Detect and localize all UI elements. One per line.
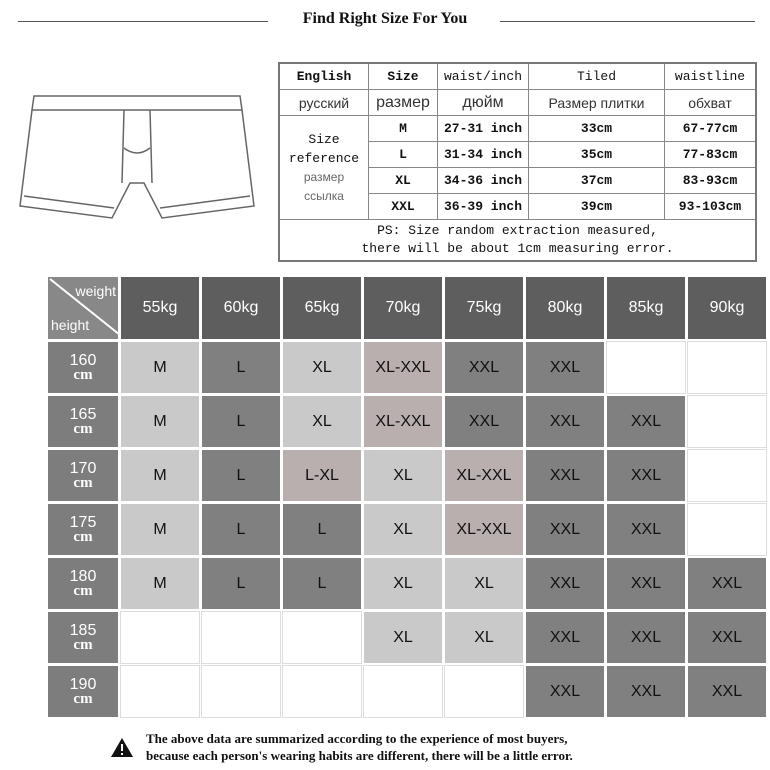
warning-icon: [110, 737, 134, 758]
waistline-cell: 93-103cm: [665, 194, 757, 220]
tiled-cell: 33cm: [529, 116, 665, 142]
size-cell: XL-XXL: [445, 450, 523, 501]
header-waistline: waistline: [665, 63, 757, 90]
title-divider-right: [500, 21, 755, 22]
header-tiled: Tiled: [529, 63, 665, 90]
grid-corner: [48, 277, 118, 339]
waist-cell: 34-36 inch: [438, 168, 529, 194]
size-cell: XL: [369, 168, 438, 194]
size-cell: XXL: [526, 450, 604, 501]
header-ru-tiled: Размер плитки: [529, 90, 665, 116]
height-value: 190: [69, 675, 97, 693]
size-cell: XL: [283, 342, 361, 393]
size-cell: M: [121, 342, 199, 393]
size-cell: XL: [445, 558, 523, 609]
size-cell: [445, 666, 523, 717]
size-cell: L: [202, 450, 280, 501]
size-cell: XXL: [607, 612, 685, 663]
size-cell: XXL: [607, 504, 685, 555]
tiled-cell: 39cm: [529, 194, 665, 220]
height-unit: cm: [73, 528, 93, 545]
size-cell: M: [121, 450, 199, 501]
size-cell: [607, 342, 685, 393]
height-unit: cm: [73, 636, 93, 653]
header-ru-waistline: обхват: [665, 90, 757, 116]
size-cell: XXL: [526, 612, 604, 663]
weight-header: 55kg: [121, 277, 199, 339]
size-cell: [364, 666, 442, 717]
footer-note: [110, 730, 573, 764]
grid-header-row: [48, 277, 766, 339]
corner-weight-label: weight: [75, 283, 116, 299]
height-unit: cm: [73, 420, 93, 437]
size-cell: [121, 612, 199, 663]
title-divider-left: [18, 21, 268, 22]
size-cell: XXL: [526, 504, 604, 555]
header-ru-size: размер: [369, 90, 438, 116]
spec-row: [279, 116, 756, 142]
size-cell: M: [369, 116, 438, 142]
label-line: размер: [303, 169, 345, 184]
height-unit: cm: [73, 366, 93, 383]
footer-line: because each person's wearing habits are different, there will be a little error.: [146, 748, 573, 763]
waistline-cell: 77-83cm: [665, 142, 757, 168]
spec-header-ru: [279, 90, 756, 116]
size-cell: XXL: [607, 450, 685, 501]
spec-note-row: [279, 220, 756, 262]
size-cell: L: [369, 142, 438, 168]
header-waist: waist/inch: [438, 63, 529, 90]
height-value: 180: [69, 567, 97, 585]
weight-header: 90kg: [688, 277, 766, 339]
height-value: 185: [69, 621, 97, 639]
waist-cell: 27-31 inch: [438, 116, 529, 142]
height-header: [48, 450, 118, 501]
header-size: Size: [369, 63, 438, 90]
height-unit: cm: [73, 690, 93, 707]
waistline-cell: 67-77cm: [665, 116, 757, 142]
size-cell: XL: [364, 450, 442, 501]
size-cell: XXL: [688, 666, 766, 717]
height-value: 175: [69, 513, 97, 531]
note-line: PS: Size random extraction measured,: [377, 223, 658, 238]
spec-note: [279, 220, 756, 262]
size-cell: XXL: [526, 396, 604, 447]
grid-row: [48, 396, 766, 447]
weight-header: 60kg: [202, 277, 280, 339]
size-cell: XL: [283, 396, 361, 447]
size-cell: L: [283, 558, 361, 609]
height-unit: cm: [73, 582, 93, 599]
waistline-cell: 83-93cm: [665, 168, 757, 194]
size-cell: XXL: [445, 396, 523, 447]
size-cell: [688, 396, 766, 447]
height-value: 170: [69, 459, 97, 477]
title-text: Find Right Size For You: [289, 10, 481, 27]
grid-row: [48, 342, 766, 393]
size-cell: XXL: [607, 558, 685, 609]
size-cell: XL: [364, 558, 442, 609]
size-cell: [688, 342, 766, 393]
size-cell: XL: [445, 612, 523, 663]
height-value: 160: [69, 351, 97, 369]
size-cell: XL: [364, 612, 442, 663]
label-line: ссылка: [304, 188, 344, 203]
grid-row: [48, 612, 766, 663]
size-cell: XXL: [526, 666, 604, 717]
size-cell: XL: [364, 504, 442, 555]
label-line: Size: [308, 131, 340, 147]
size-cell: XL-XXL: [445, 504, 523, 555]
size-cell: XXL: [445, 342, 523, 393]
header-english: English: [279, 63, 369, 90]
size-cell: XXL: [688, 558, 766, 609]
footer-line: The above data are summarized according to the experience of most buyers,: [146, 731, 568, 746]
page-title: [0, 10, 770, 28]
height-header: [48, 666, 118, 717]
height-header: [48, 504, 118, 555]
height-unit: cm: [73, 474, 93, 491]
size-cell: L-XL: [283, 450, 361, 501]
size-cell: XL-XXL: [364, 342, 442, 393]
size-cell: XXL: [607, 666, 685, 717]
label-line: reference: [288, 150, 360, 166]
weight-header: 75kg: [445, 277, 523, 339]
size-cell: [688, 504, 766, 555]
grid-row: [48, 504, 766, 555]
size-cell: XXL: [369, 194, 438, 220]
weight-header: 85kg: [607, 277, 685, 339]
note-line: there will be about 1cm measuring error.: [361, 241, 674, 256]
waist-cell: 36-39 inch: [438, 194, 529, 220]
size-cell: [202, 612, 280, 663]
size-cell: L: [283, 504, 361, 555]
size-cell: XXL: [526, 558, 604, 609]
height-value: 165: [69, 405, 97, 423]
size-cell: XL-XXL: [364, 396, 442, 447]
size-reference-label: [279, 116, 369, 220]
size-cell: L: [202, 342, 280, 393]
size-cell: L: [202, 396, 280, 447]
tiled-cell: 35cm: [529, 142, 665, 168]
size-cell: M: [121, 558, 199, 609]
size-cell: L: [202, 504, 280, 555]
size-cell: [283, 666, 361, 717]
size-spec-table: [278, 62, 757, 262]
corner-height-label: height: [51, 317, 90, 333]
height-header: [48, 396, 118, 447]
boxer-shorts-illustration: [12, 88, 262, 238]
size-cell: XXL: [688, 612, 766, 663]
size-cell: M: [121, 504, 199, 555]
height-weight-size-grid: [45, 274, 769, 720]
grid-row: [48, 558, 766, 609]
size-cell: L: [202, 558, 280, 609]
size-cell: [202, 666, 280, 717]
size-cell: XXL: [607, 396, 685, 447]
grid-row: [48, 666, 766, 717]
header-ru-english: русский: [279, 90, 369, 116]
size-cell: [121, 666, 199, 717]
tiled-cell: 37cm: [529, 168, 665, 194]
header-ru-waist: дюйм: [438, 90, 529, 116]
height-header: [48, 342, 118, 393]
weight-header: 70kg: [364, 277, 442, 339]
grid-row: [48, 450, 766, 501]
size-cell: [283, 612, 361, 663]
size-cell: XXL: [526, 342, 604, 393]
weight-header: 65kg: [283, 277, 361, 339]
spec-header-en: [279, 63, 756, 90]
height-header: [48, 558, 118, 609]
height-header: [48, 612, 118, 663]
weight-header: 80kg: [526, 277, 604, 339]
size-cell: [688, 450, 766, 501]
waist-cell: 31-34 inch: [438, 142, 529, 168]
size-cell: M: [121, 396, 199, 447]
